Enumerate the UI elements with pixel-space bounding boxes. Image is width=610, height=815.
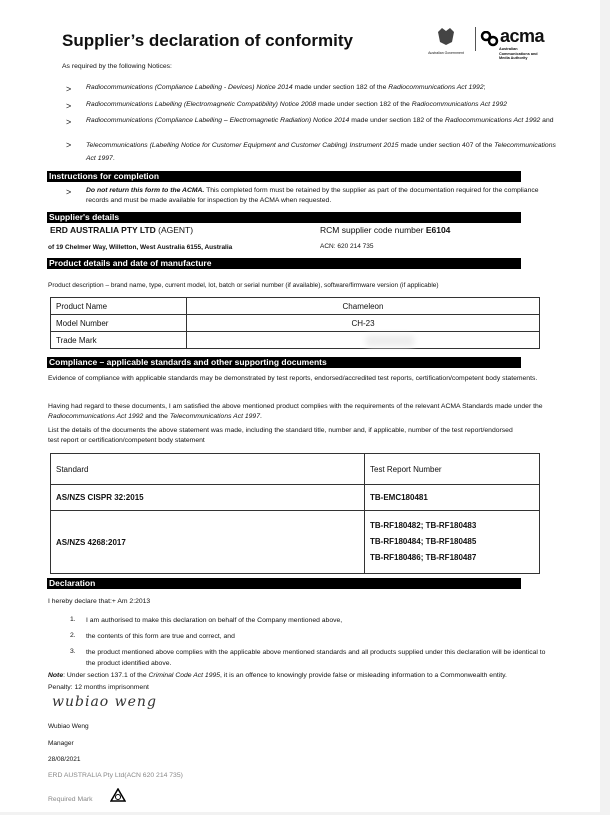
penalty-text: Penalty: 12 months imprisonment — [48, 684, 149, 691]
section-header-supplier: Supplier's details — [47, 212, 521, 223]
australian-government-logo — [420, 26, 472, 55]
declaration-item: I am authorised to make this declaration on behalf of the Company mentioned above, — [86, 617, 343, 624]
acma-logo: acma Australian Communications and Media Authority — [480, 26, 544, 61]
test-report-number: TB-RF180484; TB-RF180485 — [370, 537, 477, 546]
bullet-icon: > — [66, 101, 72, 111]
rcm-mark-icon — [110, 788, 126, 802]
standard-cell: AS/NZS 4268:2017 — [51, 511, 365, 574]
product-field-label: Model Number — [51, 315, 187, 332]
signatory-title: Manager — [48, 740, 74, 747]
company-footer: ERD AUSTRALIA Pty Ltd(ACN 620 214 735) — [48, 772, 183, 779]
product-field-label: Trade Mark — [51, 332, 187, 349]
supplier-name: ERD AUSTRALIA PTY LTD (AGENT) — [50, 225, 194, 235]
test-report-number: TB-RF180482; TB-RF180483 — [370, 521, 477, 530]
notice-item: Radiocommunications (Compliance Labelling – Electromagnetic Radiation) Notice 2014 made under section 182 of the Radiocommunications Act 1992 and — [86, 117, 554, 124]
notice-item: Radiocommunications Labelling (Electromagnetic Compatibility) Notice 2008 made under section 182 of the Radiocommunications Act 1992 — [86, 101, 508, 108]
logo-divider — [475, 27, 476, 51]
handwritten-signature: wubiao weng — [52, 694, 157, 710]
intro-text: As required by the following Notices: — [62, 63, 172, 70]
list-number: 1. — [70, 616, 76, 623]
product-field-label: Product Name — [51, 298, 187, 315]
column-header: Test Report Number — [365, 454, 540, 485]
table-row — [51, 485, 540, 511]
table-row — [51, 315, 540, 332]
list-number: 2. — [70, 632, 76, 639]
legal-note: Note: Under section 137.1 of the Criminal Code Act 1995, it is an offence to knowingly provide false or misleading information to a Commonwealth entity. — [48, 672, 507, 679]
declaration-intro: I hereby declare that:+ Am 2:2013 — [48, 598, 151, 605]
instructions-text: Do not return this form to the ACMA. This completed form must be retained by the supplier as part of the documentation required for the compliance records and must be made available for inspection by the ACMA when requested. — [86, 187, 539, 204]
declaration-item: the product mentioned above complies with the applicable above mentioned standards and all products supplied under this declaration will be identical to the product identified above. — [86, 649, 546, 667]
standard-cell: AS/NZS CISPR 32:2015 — [51, 485, 365, 511]
section-header-compliance: Compliance – applicable standards and other supporting documents — [47, 357, 521, 368]
page-title: Supplier’s declaration of conformity — [62, 31, 353, 50]
gov-logo-text: Australian Government — [428, 51, 464, 55]
table-header-row — [51, 454, 540, 485]
compliance-p2: Having had regard to these documents, I am satisfied the above mentioned product complies with the requirements of the relevant ACMA Standards made under the Radiocommunications Act 1992 and the Telecommunications Act 1997. — [48, 403, 543, 420]
test-report-cell — [365, 511, 540, 574]
rcm-supplier-code: RCM supplier code number E6104 — [320, 225, 451, 235]
table-row — [51, 298, 540, 315]
required-mark-label: Required Mark — [48, 796, 93, 803]
declaration-item: the contents of this form are true and correct, and — [86, 633, 235, 640]
supplier-address: of 19 Chelmer Way, Willetton, West Australia 6155, Australia — [48, 244, 233, 251]
product-field-value: CH-23 — [187, 315, 540, 332]
supplier-acn: ACN: 620 214 735 — [320, 243, 374, 250]
notice-item: Radiocommunications (Compliance Labelling - Devices) Notice 2014 made under section 182 of the Radiocommunications Act 1992; — [86, 84, 486, 91]
section-header-product: Product details and date of manufacture — [47, 258, 521, 269]
test-report-number: TB-RF180486; TB-RF180487 — [370, 553, 477, 562]
product-description-label: Product description – brand name, type, current model, lot, batch or serial number (if available), software/firmware version (if applicable) — [48, 282, 439, 289]
test-report-cell — [365, 485, 540, 511]
product-field-value: Chameleon — [187, 298, 540, 315]
bullet-icon: > — [66, 84, 72, 94]
bullet-icon: > — [66, 140, 72, 150]
compliance-p3: List the details of the documents the above statement was made, including the standard title, number and, if applicable, number of the test report/endorsed test report or certification/competent body statement — [48, 427, 513, 444]
acma-rings-icon — [480, 31, 500, 47]
test-report-number: TB-EMC180481 — [370, 492, 428, 502]
coat-of-arms-icon — [435, 26, 457, 46]
standards-table — [50, 453, 540, 574]
redacted-blur — [365, 335, 415, 347]
section-header-instructions: Instructions for completion — [47, 171, 521, 182]
column-header: Standard — [51, 454, 365, 485]
list-number: 3. — [70, 648, 76, 655]
signature-date: 28/08/2021 — [48, 756, 81, 763]
bullet-icon: > — [66, 117, 72, 127]
table-row — [51, 511, 540, 574]
compliance-p1: Evidence of compliance with applicable standards may be demonstrated by test reports, endorsed/accredited test reports, certification/competent body statements. — [48, 375, 538, 382]
section-header-declaration: Declaration — [47, 578, 521, 589]
bullet-icon: > — [66, 187, 72, 197]
notice-item: Telecommunications (Labelling Notice for Customer Equipment and Customer Cabling) Instrument 2015 made under section 407 of the Telecommunications Act 1997. — [86, 142, 556, 162]
signatory-name: Wubiao Weng — [48, 723, 89, 730]
product-field-value — [187, 332, 540, 349]
product-table — [50, 297, 540, 349]
table-row — [51, 332, 540, 349]
